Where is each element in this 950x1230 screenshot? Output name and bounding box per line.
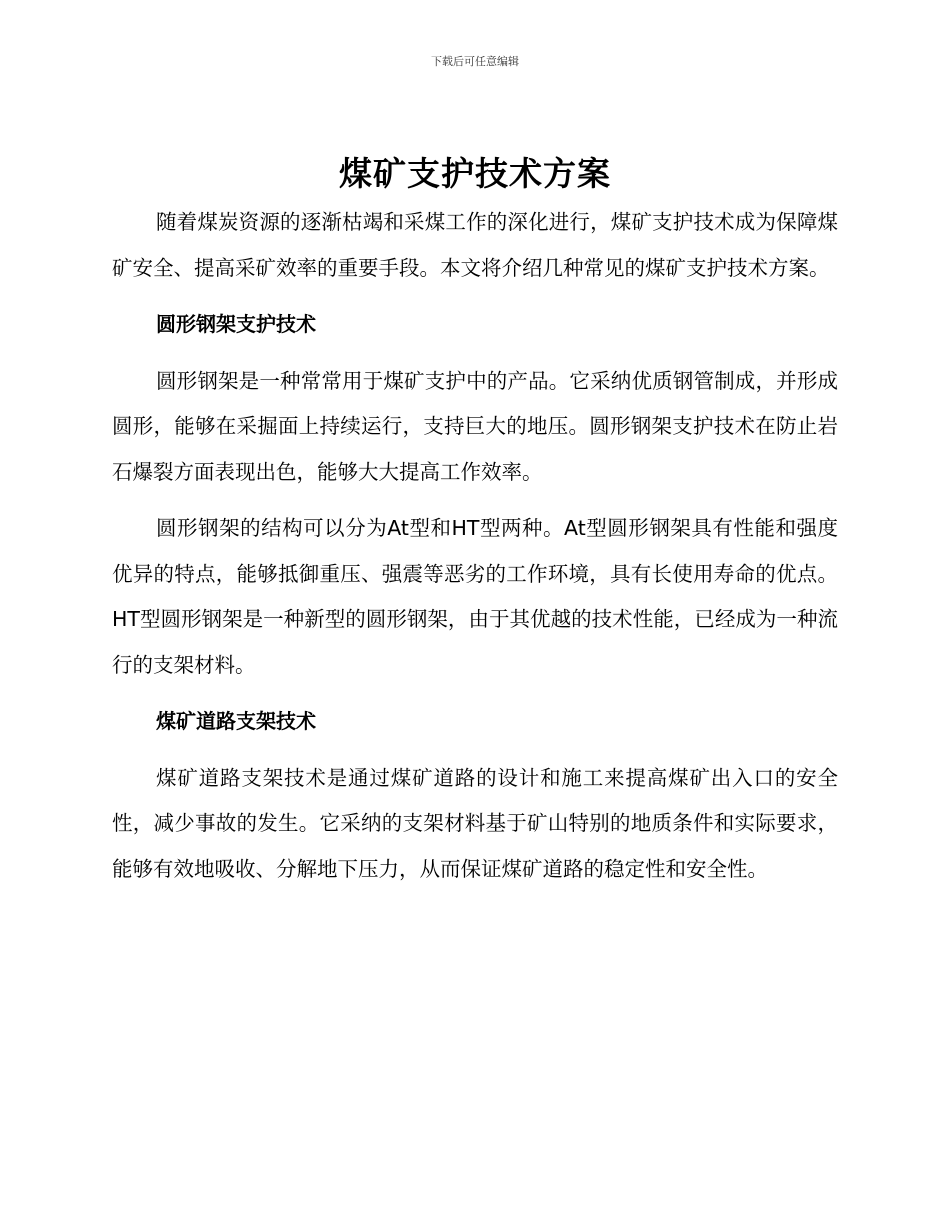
section-heading-road-support: 煤矿道路支架技术	[156, 709, 316, 733]
steel-frame-paragraph-1: 圆形钢架是一种常常用于煤矿支护中的产品。它采纳优质钢管制成，并形成圆形，能够在采掘面上持续运行，支持巨大的地压。圆形钢架支护技术在防止岩石爆裂方面表现出色，能够大大提高工作效率。	[112, 368, 838, 484]
document-title: 煤矿支护技术方案	[339, 154, 611, 193]
intro-paragraph: 随着煤炭资源的逐渐枯竭和采煤工作的深化进行，煤矿支护技术成为保障煤矿安全、提高采矿效率的重要手段。本文将介绍几种常见的煤矿支护技术方案。	[112, 210, 838, 280]
section-heading-steel-frame: 圆形钢架支护技术	[156, 312, 316, 336]
steel-frame-paragraph-2: 圆形钢架的结构可以分为At型和HT型两种。At型圆形钢架具有性能和强度优异的特点，能够抵御重压、强震等恶劣的工作环境，具有长使用寿命的优点。HT型圆形钢架是一种新型的圆形钢架，由于其优越的技术性能，已经成为一种流行的支架材料。	[112, 516, 838, 677]
page-header-note: 下载后可任意编辑	[431, 55, 519, 68]
road-support-paragraph-1: 煤矿道路支架技术是通过煤矿道路的设计和施工来提高煤矿出入口的安全性，减少事故的发生。它采纳的支架材料基于矿山特别的地质条件和实际要求，能够有效地吸收、分解地下压力，从而保证煤矿道路的稳定性和安全性。	[112, 765, 838, 881]
document-body	[112, 146, 838, 892]
